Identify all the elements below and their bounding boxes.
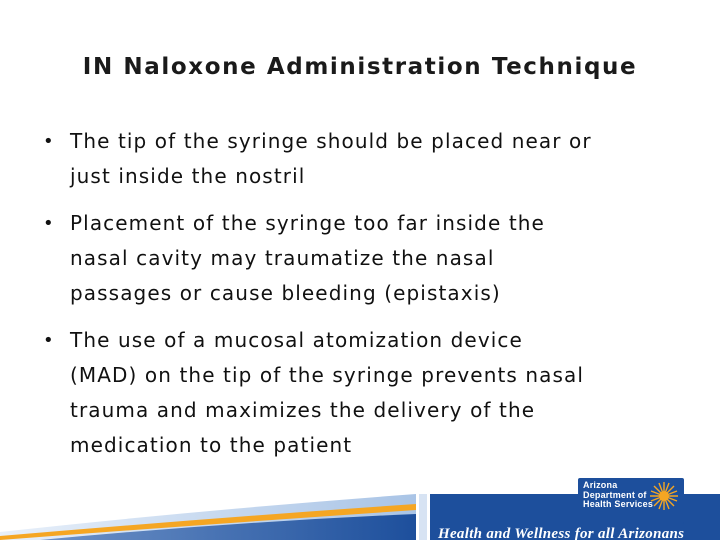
logo-line: Arizona — [583, 480, 618, 490]
bullet-line: The tip of the syringe should be placed near or — [70, 129, 592, 153]
bullet-line: trauma and maximizes the delivery of the — [70, 398, 536, 422]
slide-title: IN Naloxone Administration Technique — [82, 54, 638, 80]
footer-gap-bar — [419, 494, 427, 540]
bullet-dot-icon: • — [43, 330, 54, 351]
footer-tagline: Health and Wellness for all Arizonans — [438, 526, 685, 542]
bullet-dot-icon: • — [43, 213, 54, 234]
bullet-line: Placement of the syringe too far inside the — [70, 211, 545, 235]
bullet-item — [40, 206, 700, 311]
bullet-item — [40, 323, 700, 463]
bullet-line: passages or cause bleeding (epistaxis) — [70, 281, 501, 305]
adhs-logo — [578, 478, 684, 524]
bullet-line: just inside the nostril — [70, 164, 306, 188]
bullet-dot-icon: • — [43, 131, 54, 152]
logo-line: Health Services — [583, 499, 654, 510]
bullet-line: (MAD) on the tip of the syringe prevents nasal — [70, 363, 585, 387]
logo-line: Department of — [583, 489, 647, 500]
logo-text — [583, 481, 653, 510]
bullet-item — [40, 124, 700, 194]
bullet-line: The use of a mucosal atomization device — [70, 328, 523, 352]
bullet-line: nasal cavity may traumatize the nasal — [70, 246, 495, 270]
bullet-line: medication to the patient — [70, 433, 353, 457]
bullet-list — [40, 124, 700, 475]
